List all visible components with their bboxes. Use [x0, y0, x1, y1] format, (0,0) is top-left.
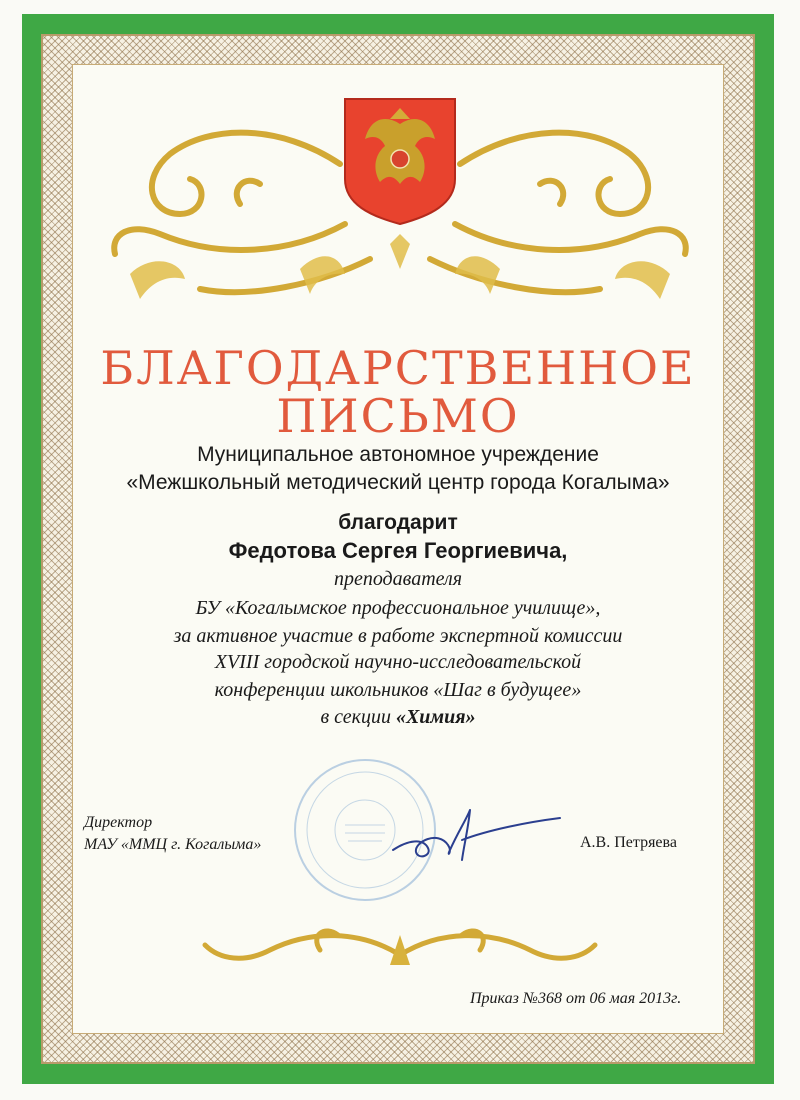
director-organization: МАУ «ММЦ г. Когалыма» [84, 835, 262, 853]
text-line: за активное участие в работе экспертной комиссии [173, 625, 623, 647]
section-prefix: в секции [320, 706, 396, 728]
title-line-2: ПИСЬМО [276, 389, 520, 443]
text-line: XVIII городской научно-исследовательской [214, 651, 582, 673]
section-name: «Химия» [395, 706, 476, 728]
text-line: конференции школьников «Шаг в будущее» [214, 679, 582, 701]
title-line-1: БЛАГОДАРСТВЕННОЕ [100, 341, 696, 395]
thanks-word: благодарит [338, 511, 458, 534]
director-block [84, 812, 261, 855]
recipient-name: Федотова Сергея Георгиевича, [228, 538, 568, 563]
text-line: преподавателя [333, 568, 463, 590]
handwritten-signature-icon [388, 800, 563, 870]
text-line: БУ «Когалымское профессиональное училище», [195, 597, 601, 619]
director-title: Директор [84, 814, 153, 831]
section-line [72, 707, 724, 727]
organization-line-2: «Межшкольный методический центр города Когалыма» [126, 471, 670, 494]
bottom-ornament [190, 915, 610, 985]
emblem-ornament [90, 84, 710, 324]
order-reference: Приказ №368 от 06 мая 2013г. [470, 990, 682, 1007]
organization-line-1: Муниципальное автономное учреждение [197, 443, 599, 466]
signer-name: А.В. Петряева [580, 834, 677, 851]
russian-coat-of-arms-icon [345, 99, 455, 224]
